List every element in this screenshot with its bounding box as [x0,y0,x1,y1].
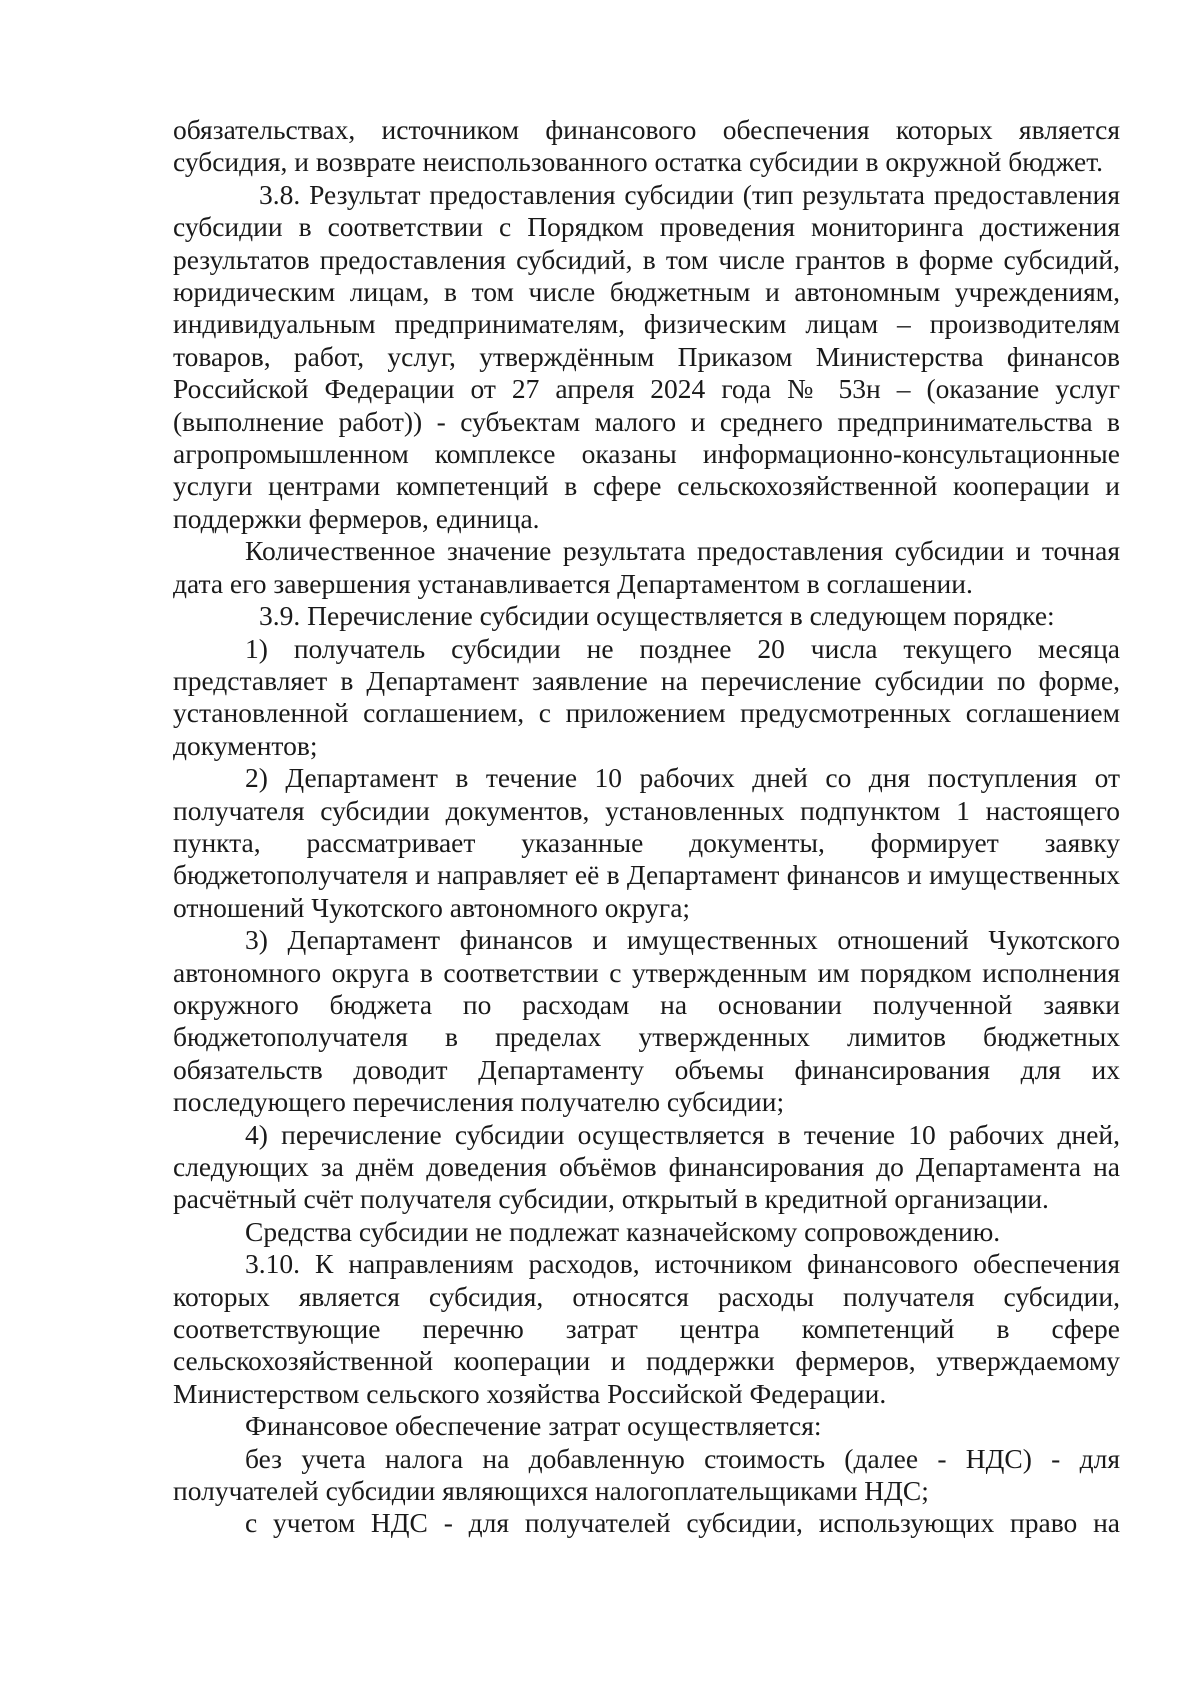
paragraph-3-10-expenses: 3.10. К направлениям расходов, источником финансового обеспечения которых является субсидия, относятся расходы получателя субсидии, соответствующие перечню затрат центра компетенций в сфере сельскохозяйственной кооперации и поддержки фермеров, утверждаемому Министерством сельского хозяйства Российской Федерации. [173,1248,1120,1409]
paragraph-obligations-continuation: обязательствах, источником финансового обеспечения которых является субсидия, и возврате неиспользованного остатка субсидии в окружной бюджет. [173,114,1120,178]
paragraph-item-3: 3) Департамент финансов и имущественных отношений Чукотского автономного округа в соответствии с утвержденным им порядком исполнения окружного бюджета по расходам на основании полученной заявки бюджетополучателя в пределах утвержденных лимитов бюджетных обязательств доводит Департаменту объемы финансирования для их последующего перечисления получателю субсидии; [173,924,1120,1118]
paragraph-item-1: 1) получатель субсидии не позднее 20 числа текущего месяца представляет в Департамент заявление на перечисление субсидии по форме, установленной соглашением, с приложением предусмотренных соглашением документов; [173,632,1120,761]
paragraph-without-vat: без учета налога на добавленную стоимость (далее - НДС) - для получателей субсидии являющихся налогоплательщиками НДС; [173,1442,1120,1507]
paragraph-item-2: 2) Департамент в течение 10 рабочих дней со дня поступления от получателя субсидии документов, установленных подпунктом 1 настоящего пункта, рассматривает указанные документы, формирует заявку бюджетополучателя и направляет её в Департамент финансов и имущественных отношений Чукотского автономного округа; [173,762,1120,923]
paragraph-item-4: 4) перечисление субсидии осуществляется в течение 10 рабочих дней, следующих за днём доведения объёмов финансирования до Департамента на расчётный счёт получателя субсидии, открытый в кредитной организации. [173,1118,1120,1215]
paragraph-3-9-transfer: 3.9. Перечисление субсидии осуществляется в следующем порядке: [259,600,1055,632]
paragraph-financial-support: Финансовое обеспечение затрат осуществляется: [245,1410,822,1442]
paragraph-3-8-result: 3.8. Результат предоставления субсидии (тип результата предоставления субсидии в соответствии с Порядком проведения мониторинга достижения результатов предоставления субсидий, в том числе грантов в форме субсидий, юридическим лицам, в том числе бюджетным и автономным учреждениям, индивидуальным предпринимателям, физическим лицам – производителям товаров, работ, услуг, утверждённым Приказом Министерства финансов Российской Федерации от 27 апреля 2024 года № 53н – (оказание услуг (выполнение работ)) - субъектам малого и среднего предпринимательства в агропромышленном комплексе оказаны информационно-консультационные услуги центрами компетенций в сфере сельскохозяйственной кооперации и поддержки фермеров, единица. [173,178,1120,534]
paragraph-quantitative-value: Количественное значение результата предоставления субсидии и точная дата его завершения устанавливается Департаментом в соглашении. [173,535,1120,599]
paragraph-no-treasury-support: Средства субсидии не подлежат казначейскому сопровождению. [245,1215,1001,1247]
document-body [173,114,1120,1540]
paragraph-with-vat: с учетом НДС - для получателей субсидии, использующих право на [245,1507,1120,1539]
